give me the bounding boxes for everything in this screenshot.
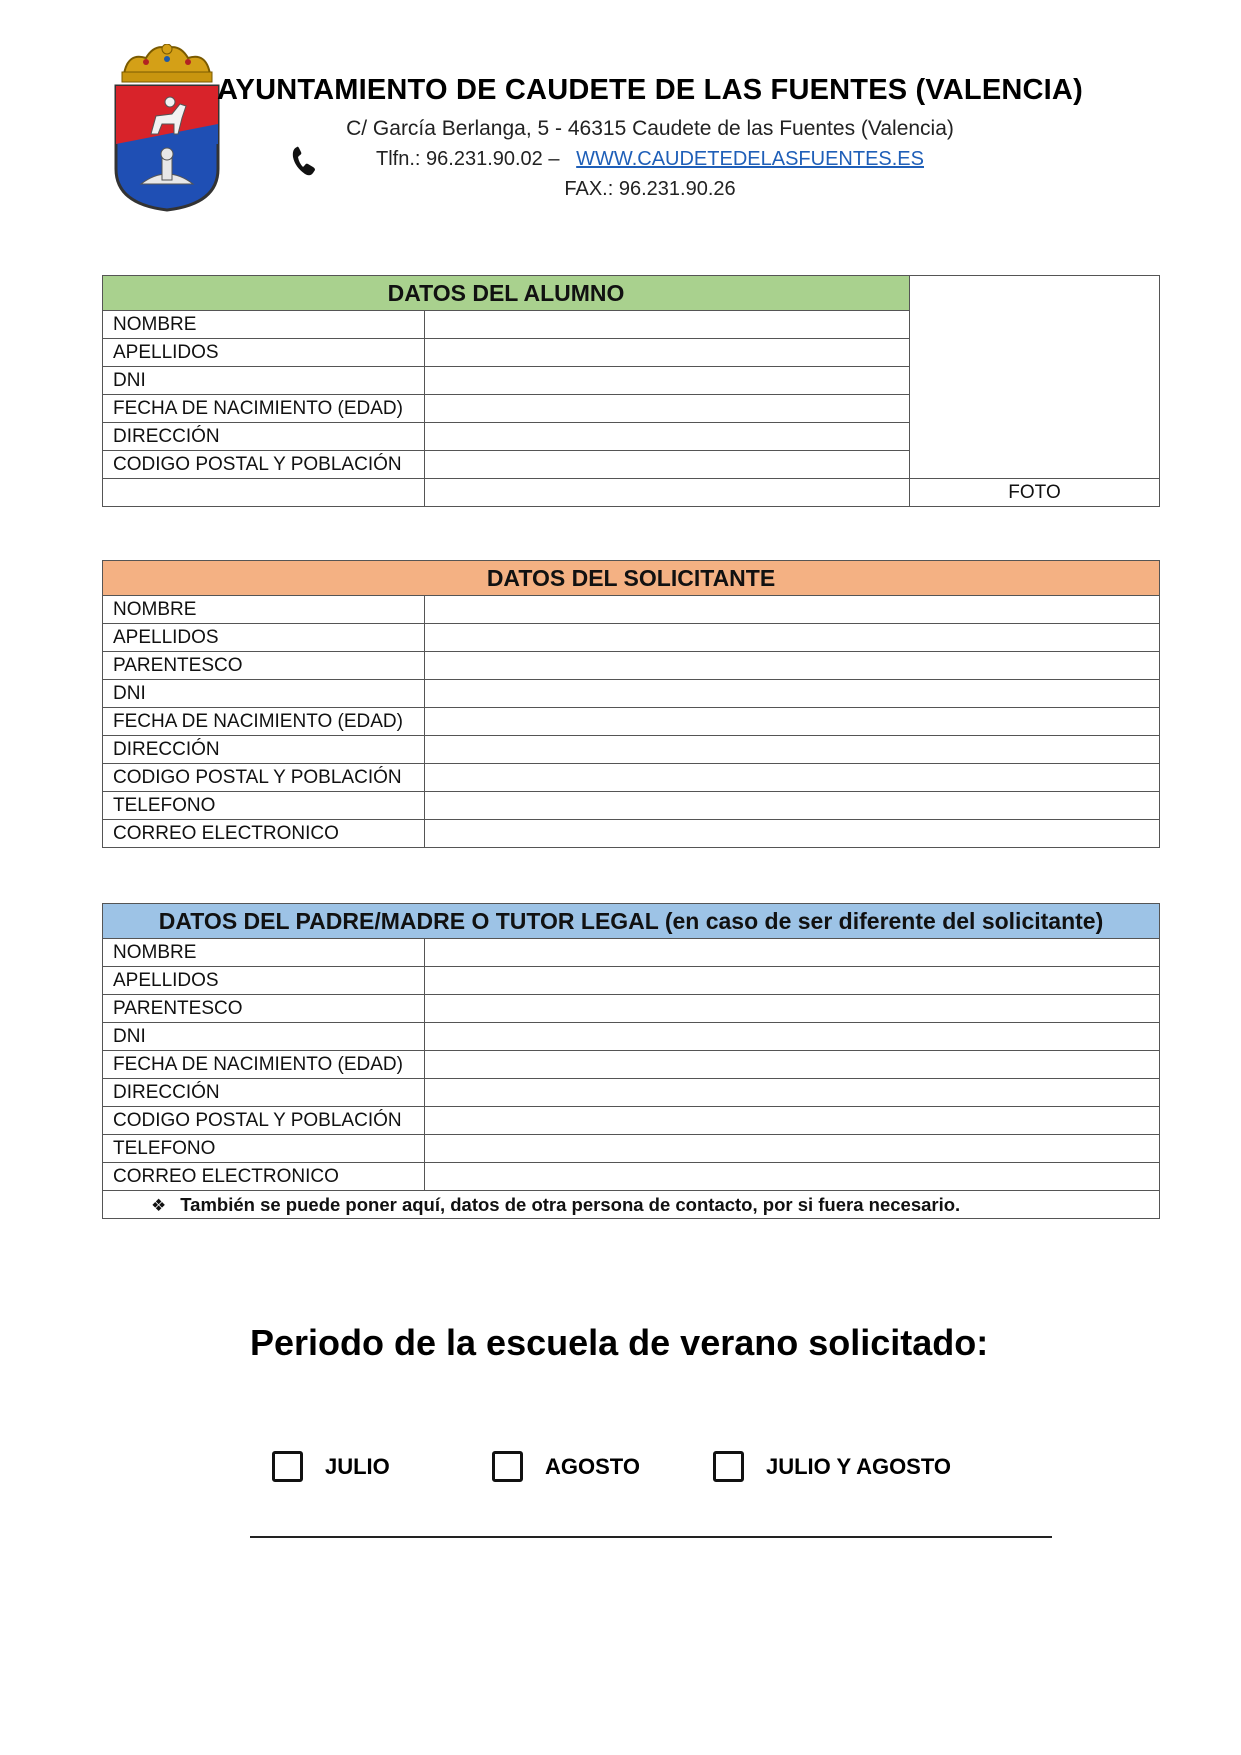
field-label: PARENTESCO <box>103 652 425 680</box>
guardian-phone-input[interactable] <box>425 1135 1160 1163</box>
guardian-data-table <box>102 903 1160 1219</box>
option-agosto[interactable] <box>492 1451 640 1482</box>
field-label: DNI <box>103 367 425 395</box>
applicant-birthdate-input[interactable] <box>425 708 1160 736</box>
option-agosto-label: AGOSTO <box>545 1453 640 1479</box>
student-address-input[interactable] <box>425 423 910 451</box>
fax-number: FAX.: 96.231.90.26 <box>564 178 736 200</box>
applicant-email-input[interactable] <box>425 820 1160 848</box>
applicant-address-input[interactable] <box>425 736 1160 764</box>
address: C/ García Berlanga, 5 - 46315 Caudete de las Fuentes (Valencia) <box>346 117 954 140</box>
photo-label: FOTO <box>910 479 1160 507</box>
option-julio-label: JULIO <box>325 1453 390 1479</box>
website-link[interactable]: WWW.CAUDETEDELASFUENTES.ES <box>576 148 924 170</box>
field-label: CODIGO POSTAL Y POBLACIÓN <box>103 1107 425 1135</box>
field-label: NOMBRE <box>103 939 425 967</box>
field-label: APELLIDOS <box>103 339 425 367</box>
field-label: DIRECCIÓN <box>103 423 425 451</box>
applicant-nombre-input[interactable] <box>425 596 1160 624</box>
field-label: DIRECCIÓN <box>103 1079 425 1107</box>
organization-title: AYUNTAMIENTO DE CAUDETE DE LAS FUENTES (VALENCIA) <box>217 74 1083 106</box>
field-label: PARENTESCO <box>103 995 425 1023</box>
guardian-postal-input[interactable] <box>425 1107 1160 1135</box>
field-label: CORREO ELECTRONICO <box>103 1163 425 1191</box>
guardian-birthdate-input[interactable] <box>425 1051 1160 1079</box>
field-label: TELEFONO <box>103 792 425 820</box>
field-label: CODIGO POSTAL Y POBLACIÓN <box>103 764 425 792</box>
applicant-section-title: DATOS DEL SOLICITANTE <box>103 561 1160 596</box>
signature-line[interactable] <box>250 1536 1052 1538</box>
field-label-empty <box>103 479 425 507</box>
field-label: DNI <box>103 1023 425 1051</box>
diamond-bullet-icon: ❖ <box>151 1195 167 1215</box>
student-birthdate-input[interactable] <box>425 395 910 423</box>
contact-note-text: También se puede poner aquí, datos de otra persona de contacto, por si fuera necesario. <box>180 1193 961 1215</box>
photo-box[interactable] <box>910 276 1160 479</box>
field-label: NOMBRE <box>103 596 425 624</box>
guardian-apellidos-input[interactable] <box>425 967 1160 995</box>
student-postal-input[interactable] <box>425 451 910 479</box>
contact-line <box>180 148 1120 171</box>
student-section-title: DATOS DEL ALUMNO <box>103 276 910 311</box>
guardian-parentesco-input[interactable] <box>425 995 1160 1023</box>
student-dni-input[interactable] <box>425 367 910 395</box>
guardian-section-title: DATOS DEL PADRE/MADRE O TUTOR LEGAL (en caso de ser diferente del solicitante) <box>103 904 1160 939</box>
applicant-postal-input[interactable] <box>425 764 1160 792</box>
option-julio-y-agosto-label: JULIO Y AGOSTO <box>766 1453 952 1479</box>
field-label: FECHA DE NACIMIENTO (EDAD) <box>103 1051 425 1079</box>
field-label: DNI <box>103 680 425 708</box>
checkbox-julio[interactable] <box>272 1451 303 1482</box>
field-label: APELLIDOS <box>103 967 425 995</box>
checkbox-julio-y-agosto[interactable] <box>713 1451 744 1482</box>
option-julio-y-agosto[interactable] <box>713 1451 951 1482</box>
applicant-phone-input[interactable] <box>425 792 1160 820</box>
applicant-parentesco-input[interactable] <box>425 652 1160 680</box>
field-label: CODIGO POSTAL Y POBLACIÓN <box>103 451 425 479</box>
applicant-data-table <box>102 560 1160 848</box>
field-label: FECHA DE NACIMIENTO (EDAD) <box>103 708 425 736</box>
checkbox-agosto[interactable] <box>492 1451 523 1482</box>
student-extra-input[interactable] <box>425 479 910 507</box>
field-label: TELEFONO <box>103 1135 425 1163</box>
field-label: FECHA DE NACIMIENTO (EDAD) <box>103 395 425 423</box>
period-title: Periodo de la escuela de verano solicitado: <box>250 1322 989 1363</box>
field-label: CORREO ELECTRONICO <box>103 820 425 848</box>
field-label: APELLIDOS <box>103 624 425 652</box>
field-label: DIRECCIÓN <box>103 736 425 764</box>
guardian-address-input[interactable] <box>425 1079 1160 1107</box>
phone-number: Tlfn.: 96.231.90.02 – <box>376 148 560 170</box>
guardian-email-input[interactable] <box>425 1163 1160 1191</box>
applicant-apellidos-input[interactable] <box>425 624 1160 652</box>
applicant-dni-input[interactable] <box>425 680 1160 708</box>
student-data-table <box>102 275 1160 507</box>
student-apellidos-input[interactable] <box>425 339 910 367</box>
student-nombre-input[interactable] <box>425 311 910 339</box>
guardian-nombre-input[interactable] <box>425 939 1160 967</box>
guardian-dni-input[interactable] <box>425 1023 1160 1051</box>
field-label: NOMBRE <box>103 311 425 339</box>
option-julio[interactable] <box>272 1451 390 1482</box>
contact-note <box>103 1191 1160 1219</box>
